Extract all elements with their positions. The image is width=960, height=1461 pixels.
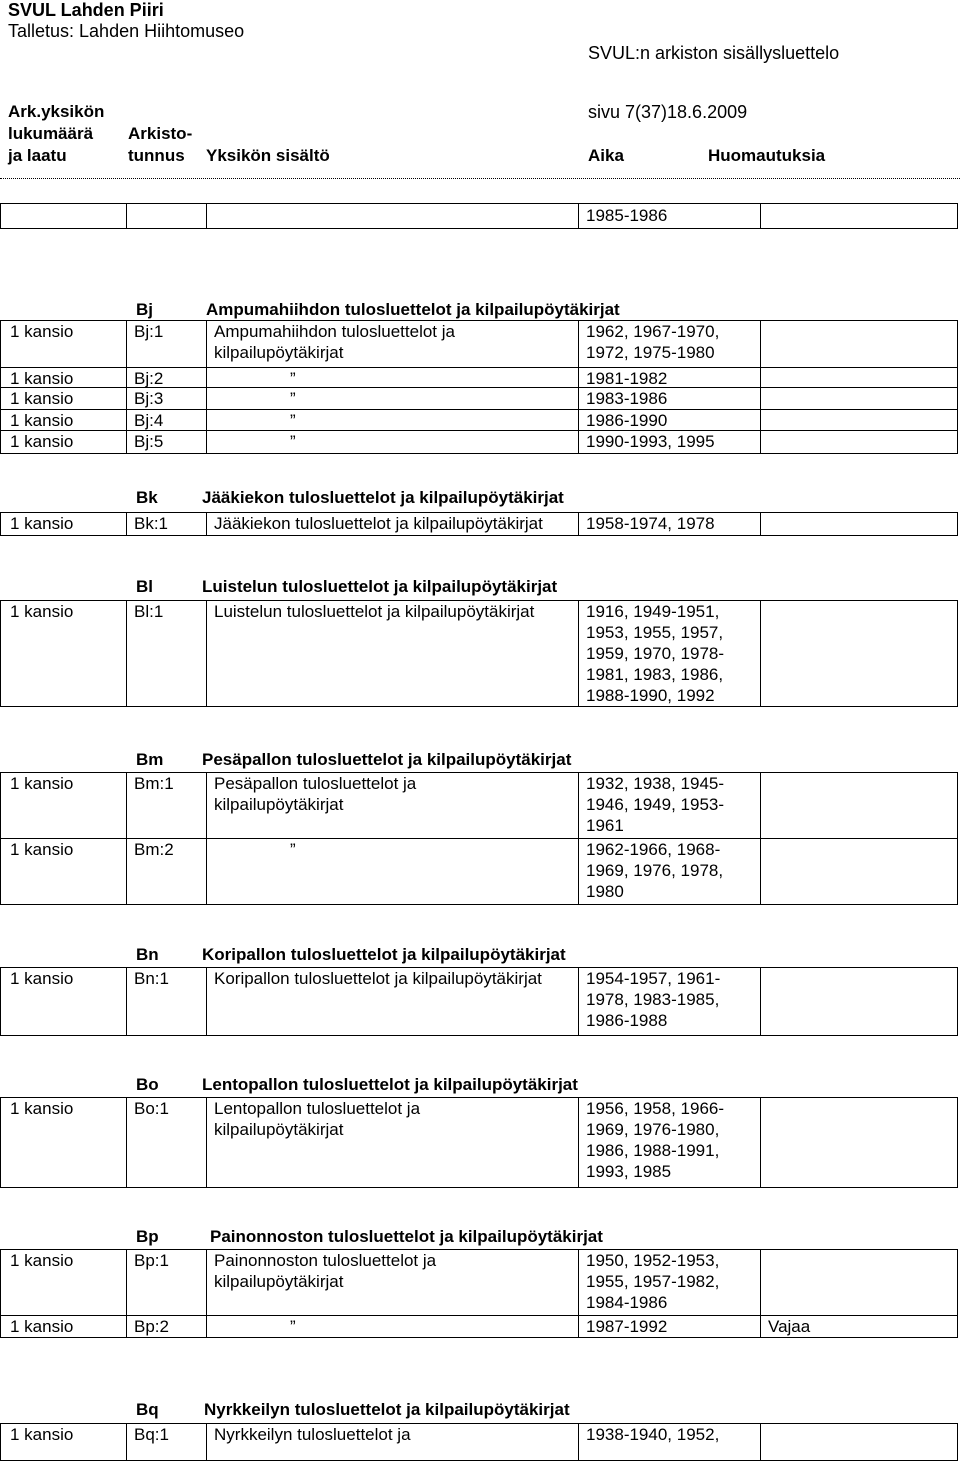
row-code: Bl:1 bbox=[134, 602, 164, 621]
ditto-mark: ” bbox=[290, 432, 296, 451]
table-border bbox=[957, 512, 958, 536]
row-note: Vajaa bbox=[768, 1317, 811, 1336]
table-border bbox=[126, 600, 127, 707]
column-header-count-2: lukumäärä bbox=[8, 124, 94, 143]
row-content: Jääkiekon tulosluettelot ja kilpailupöytäkirjat bbox=[214, 514, 543, 533]
row-time: 1956, 1958, 1966- 1969, 1976-1980, 1986, 1988-1991, 1993, 1985 bbox=[586, 1099, 725, 1181]
table-border bbox=[206, 1423, 207, 1461]
header-divider bbox=[0, 178, 960, 179]
column-header-code-1: Arkisto- bbox=[128, 124, 193, 143]
table-border bbox=[760, 1097, 761, 1188]
row-time: 1990-1993, 1995 bbox=[586, 432, 715, 451]
row-time: 1986-1990 bbox=[586, 411, 668, 430]
row-code: Bp:2 bbox=[134, 1317, 169, 1336]
ditto-mark: ” bbox=[290, 840, 296, 859]
section-code: Bm bbox=[136, 750, 164, 769]
table-border bbox=[206, 967, 207, 1036]
row-content: Pesäpallon tulosluettelot ja kilpailupöytäkirjat bbox=[214, 774, 417, 814]
table-border bbox=[760, 1423, 761, 1461]
row-count: 1 kansio bbox=[10, 432, 74, 451]
depositor: Talletus: Lahden Hiihtomuseo bbox=[8, 21, 245, 41]
row-count: 1 kansio bbox=[10, 1317, 74, 1336]
section-code: Bj bbox=[136, 300, 153, 319]
table-border bbox=[760, 600, 761, 707]
row-code: Bk:1 bbox=[134, 514, 169, 533]
column-header-count-1: Ark.yksikön bbox=[8, 102, 105, 121]
org-name: SVUL Lahden Piiri bbox=[8, 0, 164, 20]
row-code: Bj:3 bbox=[134, 389, 164, 408]
row-time: 1932, 1938, 1945- 1946, 1949, 1953- 1961 bbox=[586, 774, 725, 835]
table-border bbox=[0, 904, 958, 905]
column-header-code-2: tunnus bbox=[128, 146, 185, 165]
row-content: Lentopallon tulosluettelot ja kilpailupöytäkirjat bbox=[214, 1099, 421, 1139]
section-code: Bq bbox=[136, 1400, 159, 1419]
row-code: Bp:1 bbox=[134, 1251, 169, 1270]
section-code: Bk bbox=[136, 488, 158, 507]
row-time: 1987-1992 bbox=[586, 1317, 668, 1336]
row-count: 1 kansio bbox=[10, 369, 74, 388]
table-border bbox=[126, 203, 127, 229]
table-border bbox=[760, 1249, 761, 1338]
table-border bbox=[206, 1249, 207, 1338]
table-border bbox=[0, 1035, 958, 1036]
table-border bbox=[126, 1249, 127, 1338]
row-code: Bm:2 bbox=[134, 840, 174, 859]
row-code: Bo:1 bbox=[134, 1099, 169, 1118]
row-content: Painonnoston tulosluettelot ja kilpailupöytäkirjat bbox=[214, 1251, 437, 1291]
row-content: Koripallon tulosluettelot ja kilpailupöytäkirjat bbox=[214, 969, 542, 988]
row-code: Bj:4 bbox=[134, 411, 164, 430]
row-code: Bj:1 bbox=[134, 322, 164, 341]
table-border bbox=[957, 600, 958, 707]
table-border bbox=[126, 967, 127, 1036]
row-time: 1954-1957, 1961- 1978, 1983-1985, 1986-1988 bbox=[586, 969, 721, 1030]
section-code: Bn bbox=[136, 945, 159, 964]
table-border bbox=[0, 535, 958, 536]
row-count: 1 kansio bbox=[10, 840, 74, 859]
table-border bbox=[578, 203, 579, 229]
table-border bbox=[0, 1337, 958, 1338]
column-header-notes: Huomautuksia bbox=[708, 146, 826, 165]
row-code: Bq:1 bbox=[134, 1425, 169, 1444]
table-border bbox=[0, 512, 1, 536]
page-info: sivu 7(37)18.6.2009 bbox=[588, 102, 748, 122]
table-border bbox=[0, 1097, 1, 1188]
document-title: SVUL:n arkiston sisällysluettelo bbox=[588, 43, 840, 63]
ditto-mark: ” bbox=[290, 369, 296, 388]
section-title: Luistelun tulosluettelot ja kilpailupöytäkirjat bbox=[202, 577, 558, 596]
ditto-mark: ” bbox=[290, 411, 296, 430]
row-content: Nyrkkeilyn tulosluettelot ja bbox=[214, 1425, 411, 1444]
ditto-mark: ” bbox=[290, 1317, 296, 1336]
table-border bbox=[206, 512, 207, 536]
table-border bbox=[578, 600, 579, 707]
row-count: 1 kansio bbox=[10, 1251, 74, 1270]
table-border bbox=[0, 203, 958, 204]
top-row-time: 1985-1986 bbox=[586, 206, 668, 225]
table-border bbox=[0, 706, 958, 707]
table-border bbox=[957, 203, 958, 229]
row-count: 1 kansio bbox=[10, 322, 74, 341]
row-count: 1 kansio bbox=[10, 602, 74, 621]
table-border bbox=[760, 512, 761, 536]
section-code: Bl bbox=[136, 577, 153, 596]
table-border bbox=[206, 203, 207, 229]
section-code: Bo bbox=[136, 1075, 159, 1094]
row-code: Bm:1 bbox=[134, 774, 174, 793]
table-border bbox=[0, 1423, 1, 1461]
row-time: 1983-1986 bbox=[586, 389, 668, 408]
row-time: 1916, 1949-1951, 1953, 1955, 1957, 1959, 1970, 1978- 1981, 1983, 1986, 1988-1990, 1992 bbox=[586, 602, 725, 705]
table-border bbox=[957, 1423, 958, 1461]
table-border bbox=[0, 228, 958, 229]
column-header-content: Yksikön sisältö bbox=[206, 146, 330, 165]
table-border bbox=[0, 1187, 958, 1188]
row-count: 1 kansio bbox=[10, 389, 74, 408]
row-count: 1 kansio bbox=[10, 774, 74, 793]
table-border bbox=[578, 967, 579, 1036]
row-count: 1 kansio bbox=[10, 514, 74, 533]
section-code: Bp bbox=[136, 1227, 159, 1246]
row-content: Luistelun tulosluettelot ja kilpailupöytäkirjat bbox=[214, 602, 535, 621]
section-title: Lentopallon tulosluettelot ja kilpailupöytäkirjat bbox=[202, 1075, 578, 1094]
table-border bbox=[126, 1097, 127, 1188]
table-border bbox=[0, 203, 1, 229]
row-time: 1981-1982 bbox=[586, 369, 668, 388]
ditto-mark: ” bbox=[290, 389, 296, 408]
table-border bbox=[578, 1097, 579, 1188]
table-border bbox=[0, 453, 958, 454]
section-title: Nyrkkeilyn tulosluettelot ja kilpailupöytäkirjat bbox=[204, 1400, 570, 1419]
row-time: 1958-1974, 1978 bbox=[586, 514, 715, 533]
table-border bbox=[578, 1423, 579, 1461]
table-border bbox=[126, 512, 127, 536]
section-title: Pesäpallon tulosluettelot ja kilpailupöytäkirjat bbox=[202, 750, 572, 769]
table-border bbox=[760, 967, 761, 1036]
table-border bbox=[578, 512, 579, 536]
column-header-count-3: ja laatu bbox=[8, 146, 67, 165]
row-content: Ampumahiihdon tulosluettelot ja kilpailupöytäkirjat bbox=[214, 322, 455, 362]
row-count: 1 kansio bbox=[10, 969, 74, 988]
table-border bbox=[0, 967, 1, 1036]
table-border bbox=[957, 1097, 958, 1188]
table-border bbox=[0, 600, 1, 707]
row-time: 1950, 1952-1953, 1955, 1957-1982, 1984-1986 bbox=[586, 1251, 720, 1312]
table-border bbox=[760, 203, 761, 229]
row-code: Bn:1 bbox=[134, 969, 169, 988]
section-title: Koripallon tulosluettelot ja kilpailupöytäkirjat bbox=[202, 945, 566, 964]
row-time: 1962, 1967-1970, 1972, 1975-1980 bbox=[586, 322, 720, 362]
table-border bbox=[206, 600, 207, 707]
row-code: Bj:5 bbox=[134, 432, 164, 451]
section-title: Ampumahiihdon tulosluettelot ja kilpailupöytäkirjat bbox=[206, 300, 620, 319]
row-count: 1 kansio bbox=[10, 411, 74, 430]
row-time: 1938-1940, 1952, bbox=[586, 1425, 720, 1444]
table-border bbox=[206, 1097, 207, 1188]
row-count: 1 kansio bbox=[10, 1425, 74, 1444]
section-title: Painonnoston tulosluettelot ja kilpailupöytäkirjat bbox=[210, 1227, 603, 1246]
table-border bbox=[0, 1249, 1, 1338]
table-border bbox=[578, 1249, 579, 1338]
row-code: Bj:2 bbox=[134, 369, 164, 388]
column-header-time: Aika bbox=[588, 146, 624, 165]
table-border bbox=[957, 1249, 958, 1338]
section-title: Jääkiekon tulosluettelot ja kilpailupöytäkirjat bbox=[202, 488, 564, 507]
table-border bbox=[957, 967, 958, 1036]
row-count: 1 kansio bbox=[10, 1099, 74, 1118]
row-time: 1962-1966, 1968- 1969, 1976, 1978, 1980 bbox=[586, 840, 724, 901]
table-border bbox=[126, 1423, 127, 1461]
